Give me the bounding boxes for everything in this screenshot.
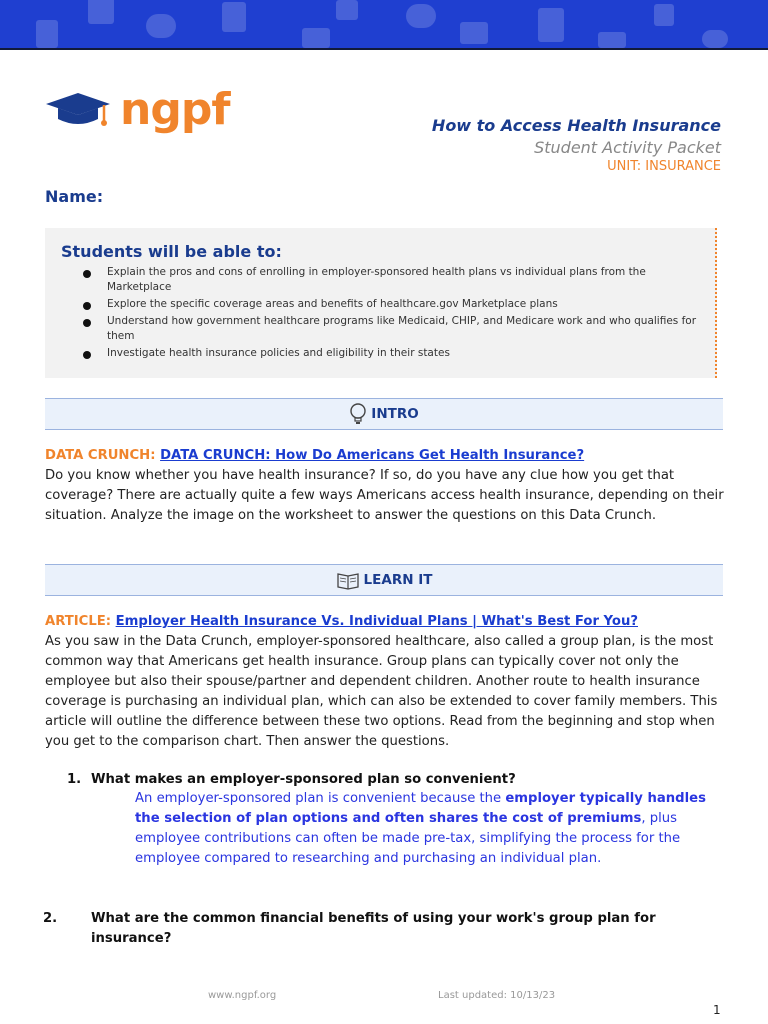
book-icon <box>336 570 360 590</box>
question-1 <box>67 770 727 790</box>
lightbulb-icon <box>349 402 367 426</box>
ngpf-logo <box>44 84 230 135</box>
answer-text: An employer-sponsored plan is convenient because the <box>135 791 506 806</box>
article-link[interactable]: Employer Health Insurance Vs. Individual Plans | What's Best For You? <box>115 614 638 629</box>
top-banner <box>0 0 768 50</box>
document-icon <box>222 2 246 32</box>
list-item: Understand how government healthcare programs like Medicaid, CHIP, and Medicare work and who qualifies for them <box>83 314 699 344</box>
intro-block <box>45 446 725 526</box>
document-title: How to Access Health Insurance <box>431 116 721 135</box>
name-label: Name: <box>45 187 104 206</box>
file-icon <box>88 0 114 24</box>
graduation-cap-icon <box>44 89 114 131</box>
unit-label: UNIT: INSURANCE <box>607 159 721 174</box>
piggy-bank-icon <box>702 30 728 48</box>
answer-emphasis: employer typically handles the selection of plan options and often shares the cost of premiums <box>135 791 706 826</box>
question-text: What makes an employer-sponsored plan so convenient? <box>91 772 516 787</box>
folder-icon <box>460 22 488 44</box>
question-number: 2. <box>43 911 58 926</box>
question-number: 1. <box>67 772 82 787</box>
piggy-bank-icon <box>146 14 176 38</box>
title-block <box>432 116 721 174</box>
section-label: LEARN IT <box>363 572 433 588</box>
folder-icon <box>598 32 626 48</box>
footer-updated: Last updated: 10/13/23 <box>438 990 556 1001</box>
list-item: Investigate health insurance policies and eligibility in their states <box>83 346 699 361</box>
kicker: DATA CRUNCH: <box>45 448 161 463</box>
list-item: Explain the pros and cons of enrolling in employer-sponsored health plans vs individual plans from the Marketplace <box>83 265 699 295</box>
objectives-list <box>61 265 699 361</box>
data-crunch-link[interactable]: DATA CRUNCH: How Do Americans Get Health Insurance? <box>160 448 585 463</box>
page-number: 1 <box>713 1003 721 1017</box>
folder-icon <box>302 28 330 48</box>
article-paragraph: As you saw in the Data Crunch, employer-sponsored healthcare, also called a group plan, is the most common way that Americans get health insurance. Group plans can typically cover not only the employee but also their spouse/partner and dependent children. Another route to health insurance coverage is purchasing an individual plan, which can also be extended to cover family members. This article will outline the difference between these two options. Read from the beginning and stop when you get to the comparison chart. Then answer the questions. <box>45 634 718 749</box>
answer-text: , plus employee contributions can often be made pre-tax, simplifying the process for the employee compared to researching and purchasing an individual plan. <box>135 811 681 866</box>
piggy-bank-icon <box>406 4 436 28</box>
calculator-icon <box>336 0 358 20</box>
question-text: What are the common financial benefits of using your work's group plan for insurance? <box>91 911 656 946</box>
objectives-heading: Students will be able to: <box>61 242 282 261</box>
objectives-box <box>45 228 717 378</box>
file-icon <box>36 20 58 48</box>
intro-paragraph: Do you know whether you have health insurance? If so, do you have any clue how you get that coverage? There are actually quite a few ways Americans access health insurance, depending on their situation. Analyze the image on the worksheet to answer the questions on this Data Crunch. <box>45 468 724 523</box>
section-label: INTRO <box>371 406 419 422</box>
list-item: Explore the specific coverage areas and benefits of healthcare.gov Marketplace plans <box>83 297 699 312</box>
calculator-icon <box>654 4 674 26</box>
section-intro <box>45 398 723 430</box>
article-block <box>45 612 725 752</box>
banner-strip <box>0 48 768 50</box>
kicker: ARTICLE: <box>45 614 116 629</box>
footer-url: www.ngpf.org <box>208 990 277 1001</box>
calculator-icon <box>538 8 564 42</box>
document-subtitle: Student Activity Packet <box>534 138 721 157</box>
logo-text: ngpf <box>120 84 230 135</box>
answer-1 <box>135 789 735 869</box>
question-2 <box>43 909 727 949</box>
section-learn-it <box>45 564 723 596</box>
